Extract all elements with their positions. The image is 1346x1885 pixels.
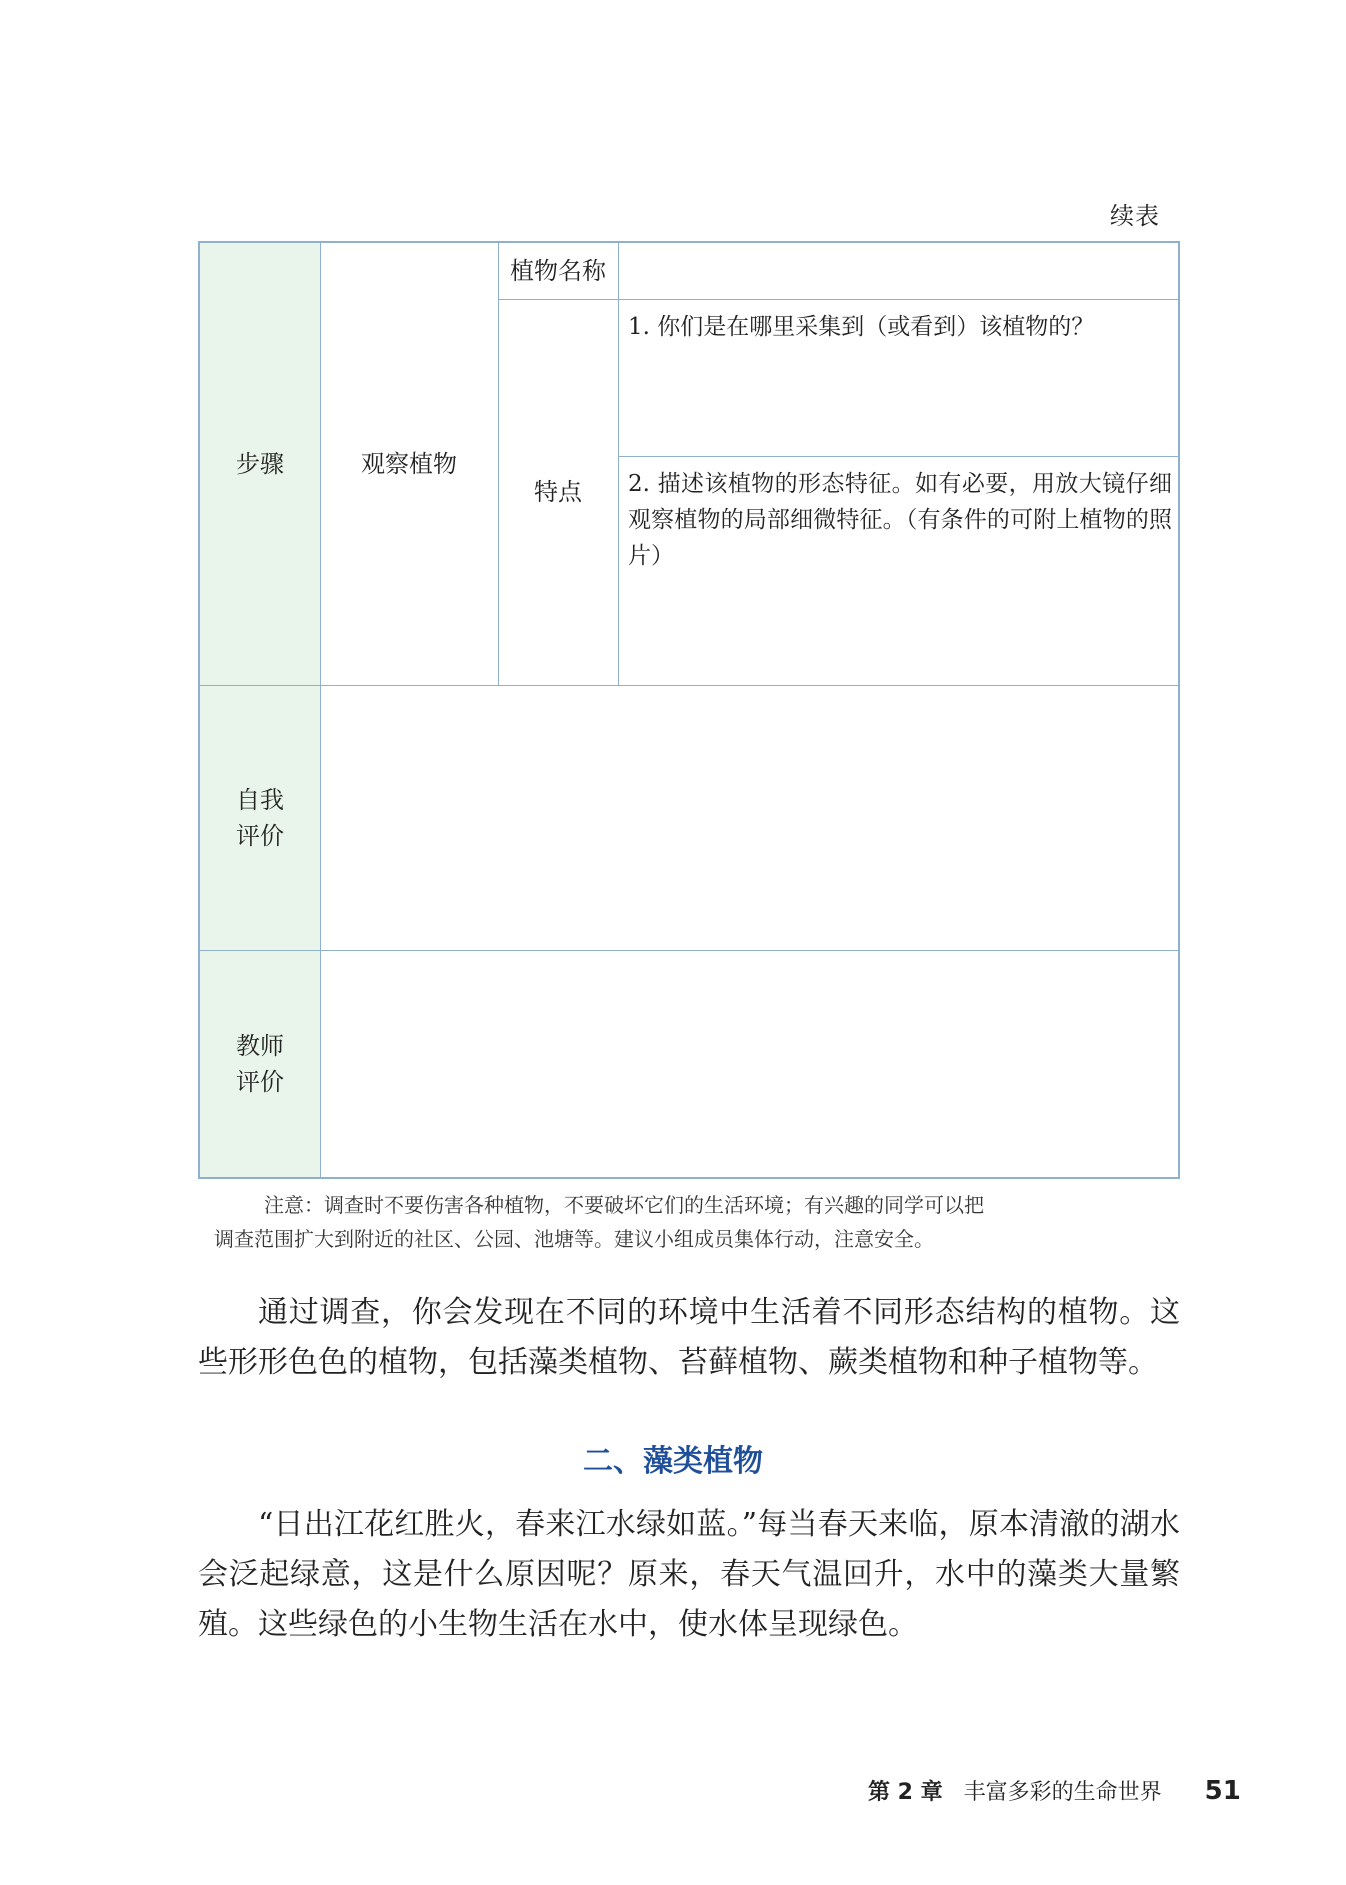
note-line-2: 调查范围扩大到附近的社区、公园、池塘等。建议小组成员集体行动，注意安全。 bbox=[214, 1227, 934, 1251]
features-label: 特点 bbox=[534, 478, 582, 506]
question-2-text: 2. 描述该植物的形态特征。如有必要，用放大镜仔细观察植物的局部细微特征。（有条件的可附上植物的照片） bbox=[628, 471, 1172, 569]
question-1-text: 1. 你们是在哪里采集到（或看到）该植物的？ bbox=[628, 314, 1095, 340]
plant-name-field[interactable] bbox=[618, 243, 1180, 299]
section-heading: 二、藻类植物 bbox=[583, 1444, 763, 1479]
teacher-evaluation-field[interactable] bbox=[320, 950, 1180, 1177]
question-1-cell[interactable] bbox=[618, 299, 1180, 456]
note-line-1: 注意：调查时不要伤害各种植物，不要破坏它们的生活环境；有兴趣的同学可以把 bbox=[264, 1193, 984, 1217]
footer-chapter-title: 丰富多彩的生命世界 bbox=[963, 1780, 1162, 1805]
observe-plants-label: 观察植物 bbox=[361, 450, 457, 478]
teacher-eval-line-2: 评价 bbox=[236, 1067, 284, 1096]
continued-table-label: 续表 bbox=[1110, 202, 1160, 230]
plant-name-label: 植物名称 bbox=[510, 257, 606, 285]
self-eval-line-2: 评价 bbox=[236, 821, 284, 850]
algae-paragraph: “日出江花红胜火，春来江水绿如蓝。”每当春天来临，原本清澈的湖水会泛起绿意，这是什么原因呢？原来，春天气温回升，水中的藻类大量繁殖。这些绿色的小生物生活在水中，使水体呈现绿色。 bbox=[198, 1507, 1180, 1642]
teacher-evaluation-label bbox=[200, 950, 320, 1177]
question-2-cell[interactable] bbox=[618, 456, 1180, 685]
teacher-eval-line-1: 教师 bbox=[236, 1031, 284, 1060]
self-evaluation-label bbox=[200, 685, 320, 950]
footer-chapter: 第 2 章 bbox=[868, 1780, 943, 1805]
safety-note bbox=[208, 1188, 1180, 1256]
self-eval-line-1: 自我 bbox=[236, 785, 284, 814]
step-label: 步骤 bbox=[236, 450, 284, 478]
observation-table bbox=[198, 241, 1180, 1179]
intro-paragraph: 通过调查，你会发现在不同的环境中生活着不同形态结构的植物。这些形形色色的植物，包括藻类植物、苔藓植物、蕨类植物和种子植物等。 bbox=[198, 1295, 1180, 1380]
self-evaluation-field[interactable] bbox=[320, 685, 1180, 950]
page-number: 51 bbox=[1204, 1776, 1241, 1806]
page-footer bbox=[868, 1775, 1241, 1806]
